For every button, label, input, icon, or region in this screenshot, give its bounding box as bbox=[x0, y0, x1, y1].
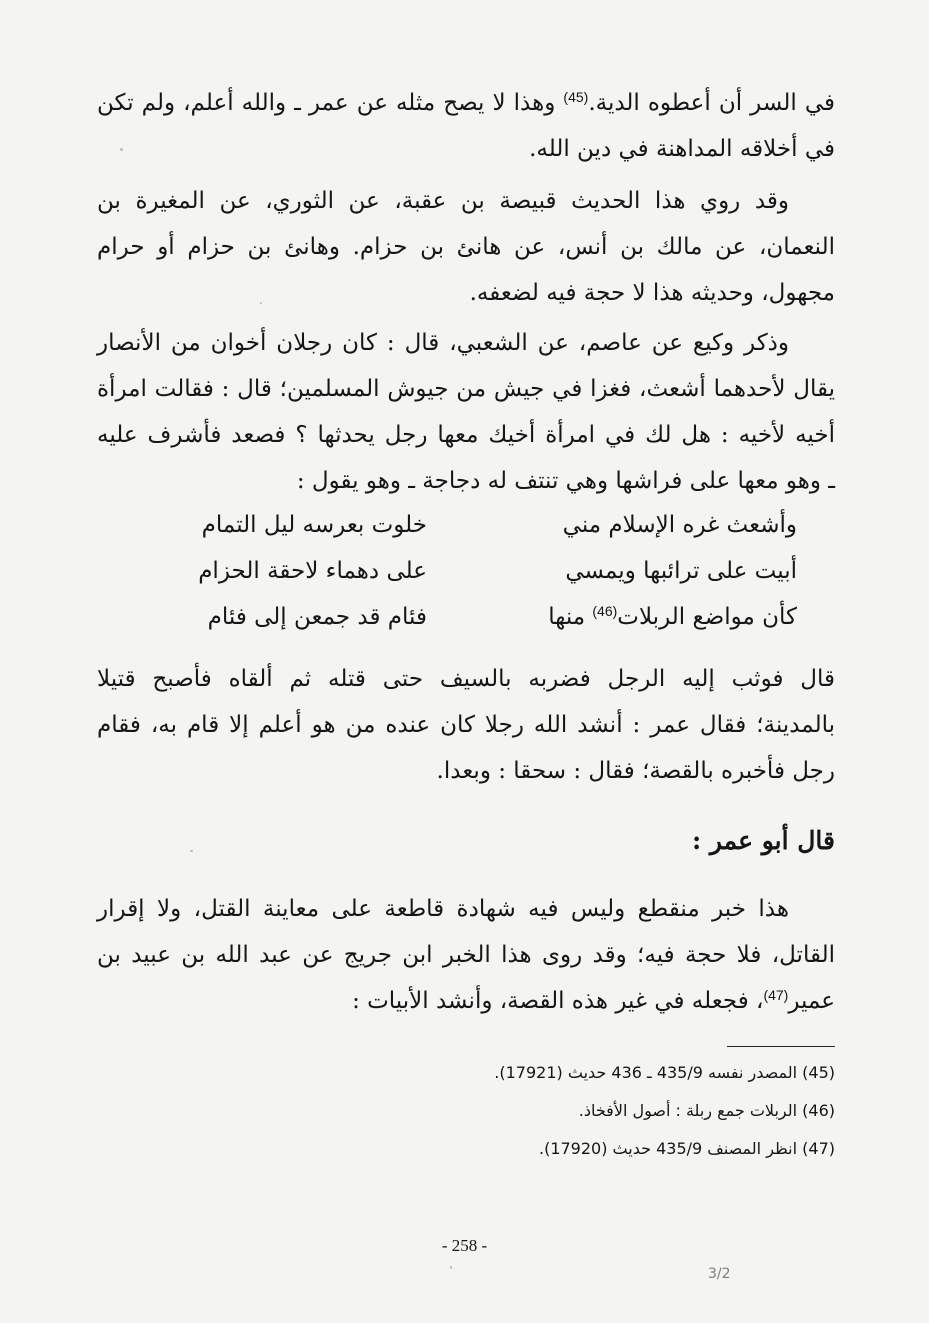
paragraph-line: بالمدينة؛ فقال عمر : أنشد الله رجلا كان عنده من هو أعلم إلا قام به، فقام bbox=[97, 712, 835, 738]
paragraph-line: ـ وهو معها على فراشها وهي تنتف له دجاجة ـ وهو يقول : bbox=[296, 468, 835, 494]
footnote-45: (45) المصدر نفسه 435/9 ـ 436 حديث (17921). bbox=[494, 1063, 835, 1082]
poem-verse bbox=[97, 512, 835, 558]
paragraph-3 bbox=[97, 320, 835, 504]
footnote-47: (47) انظر المصنف 435/9 حديث (17920). bbox=[538, 1139, 835, 1158]
paragraph-line: وقد روي هذا الحديث قبيصة بن عقبة، عن الثوري، عن المغيرة بن bbox=[97, 188, 789, 214]
paragraph-line bbox=[97, 978, 835, 1024]
scan-mark: 3/2 bbox=[708, 1266, 731, 1282]
paragraph-2 bbox=[97, 178, 835, 316]
paragraph-1 bbox=[97, 80, 835, 172]
verse-second-hemistich: فئام قد جمعن إلى فئام bbox=[207, 604, 427, 630]
line-text: ، فجعله في غير هذه القصة، وأنشد الأبيات : bbox=[352, 988, 764, 1014]
paragraph-line: في أخلاقه المداهنة في دين الله. bbox=[529, 136, 835, 162]
paragraph-line: يقال لأحدهما أشعث، فغزا في جيش من جيوش المسلمين؛ قال : فقالت امرأة bbox=[97, 376, 835, 402]
hemistich-text: منها bbox=[548, 604, 593, 630]
paragraph-line: أخيه لأخيه : هل لك في امرأة أخيك معها رجل يحدثها ؟ فصعد فأشرف عليه bbox=[97, 422, 835, 448]
poem-verse bbox=[97, 604, 835, 650]
paragraph-4 bbox=[97, 656, 835, 794]
paragraph-line bbox=[97, 80, 835, 126]
scan-speck bbox=[190, 850, 193, 852]
footnote-46: (46) الربلات جمع ربلة : أصول الأفخاذ. bbox=[578, 1101, 835, 1120]
footnote-ref-47[interactable]: (47) bbox=[763, 987, 789, 1003]
paragraph-line: هذا خبر منقطع وليس فيه شهادة قاطعة على معاينة القتل، ولا إقرار bbox=[97, 896, 789, 922]
line-text: وهذا لا يصح مثله عن عمر ـ والله أعلم، ولم تكن bbox=[97, 90, 564, 116]
verse-first-hemistich: وأشعث غره الإسلام مني bbox=[562, 512, 797, 538]
scan-speck bbox=[260, 302, 262, 304]
scan-speck bbox=[540, 772, 542, 774]
page-number: - 258 - bbox=[441, 1236, 488, 1255]
paragraph-line: وذكر وكيع عن عاصم، عن الشعبي، قال : كان رجلان أخوان من الأنصار bbox=[97, 330, 789, 356]
paragraph-line: النعمان، عن مالك بن أنس، عن هانئ بن حزام. وهانئ بن حزام أو حرام bbox=[97, 234, 835, 260]
verse-first-hemistich: أبيت على ترائبها ويمسي bbox=[565, 558, 797, 584]
hemistich-text: كأن مواضع الربلات bbox=[617, 604, 797, 630]
footnotes bbox=[97, 1054, 835, 1168]
paragraph-line: قال فوثب إليه الرجل فضربه بالسيف حتى قتله ثم ألقاه فأصبح قتيلا bbox=[97, 666, 835, 692]
footnote-separator bbox=[727, 1046, 835, 1047]
scan-speck bbox=[120, 148, 123, 151]
paragraph-line: القاتل، فلا حجة فيه؛ وقد روى هذا الخبر ابن جريج عن عبد الله بن عبيد بن bbox=[97, 942, 835, 968]
paragraph-line: مجهول، وحديثه هذا لا حجة فيه لضعفه. bbox=[469, 280, 835, 306]
footnote-ref-46[interactable]: (46) bbox=[592, 603, 618, 619]
section-heading: قال أبو عمر : bbox=[691, 826, 835, 855]
line-text: في السر أن أعطوه الدية. bbox=[588, 90, 835, 116]
scan-speck bbox=[450, 1266, 452, 1269]
verse-first-hemistich bbox=[548, 604, 797, 630]
verse-second-hemistich: خلوت بعرسه ليل التمام bbox=[201, 512, 427, 538]
paragraph-5 bbox=[97, 886, 835, 1024]
verse-second-hemistich: على دهماء لاحقة الحزام bbox=[198, 558, 427, 584]
footnote-ref-45[interactable]: (45) bbox=[563, 89, 589, 105]
line-text: عمير bbox=[788, 988, 835, 1014]
paragraph-line: رجل فأخبره بالقصة؛ فقال : سحقا : وبعدا. bbox=[436, 758, 835, 784]
poem-verse bbox=[97, 558, 835, 604]
